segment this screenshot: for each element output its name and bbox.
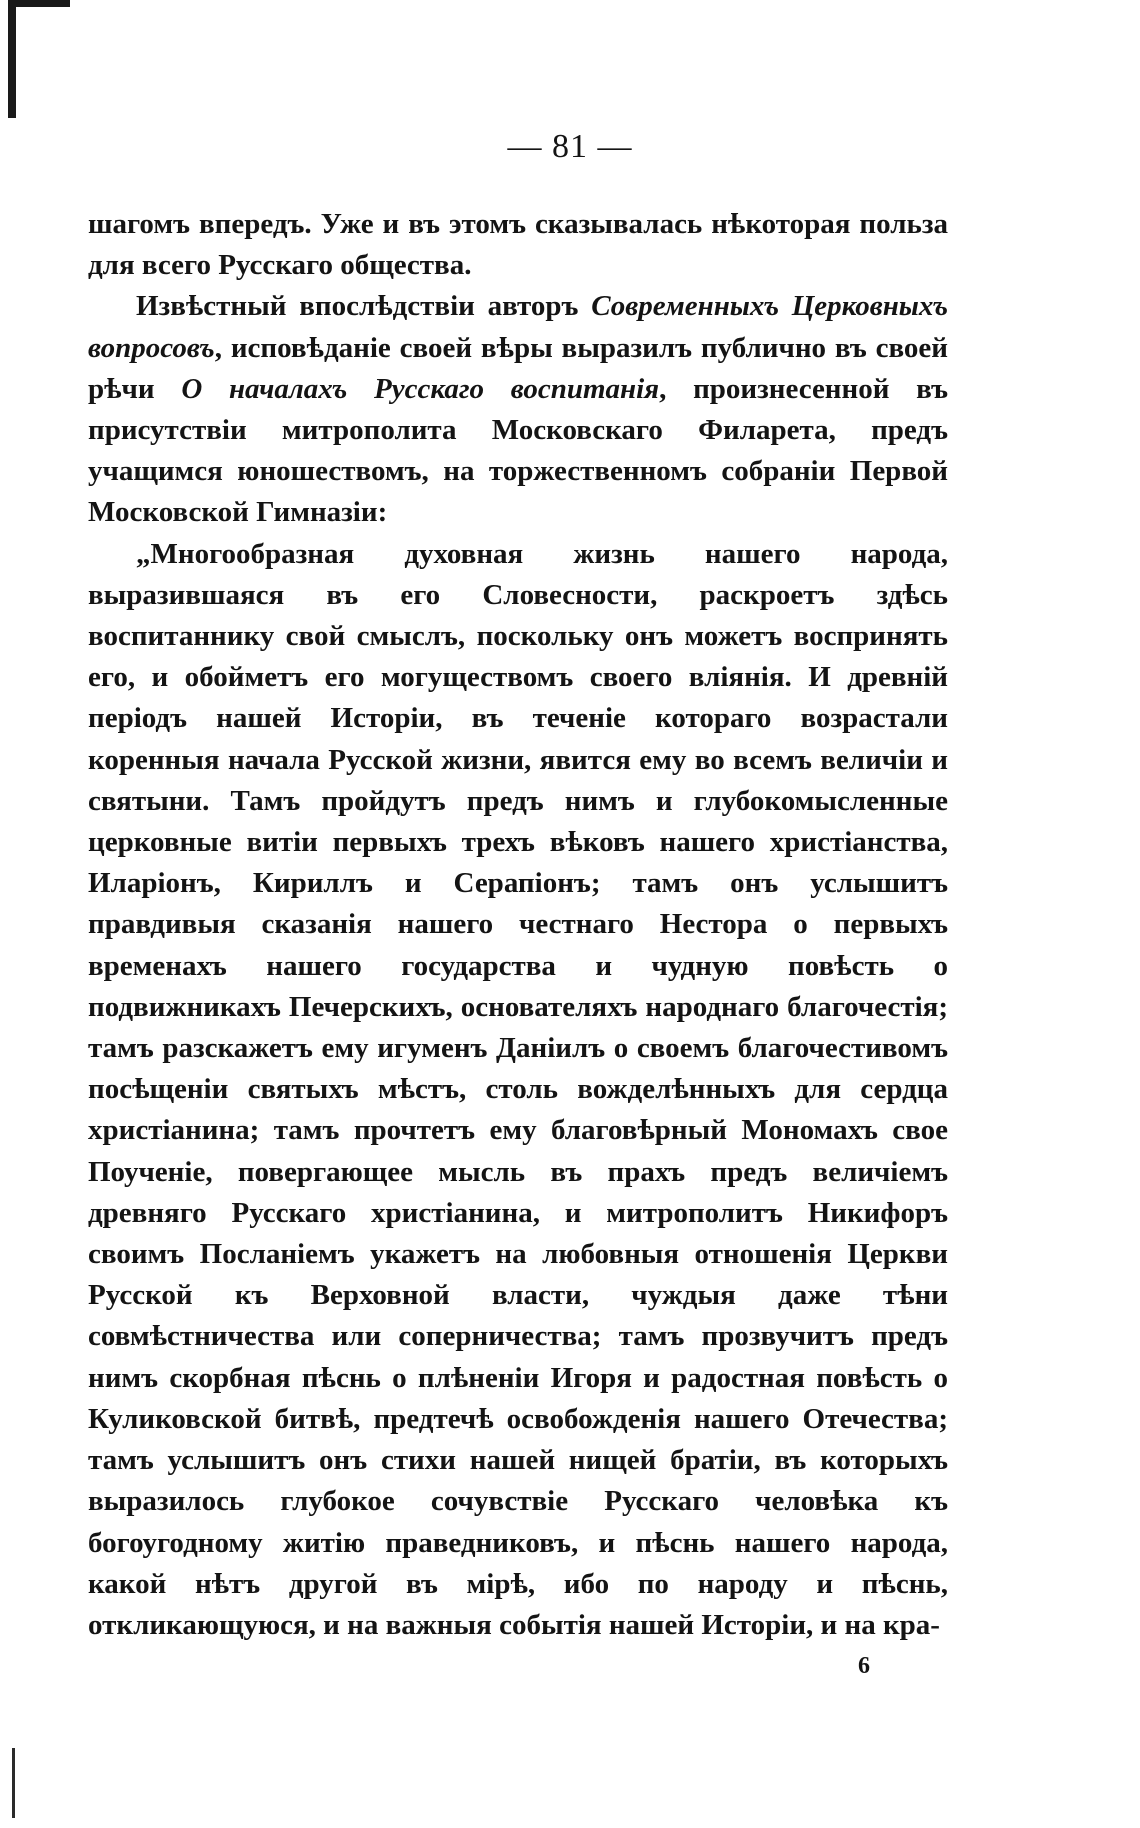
signature-mark: 6 xyxy=(858,1653,870,1679)
speech-title: О началахъ Русскаго воспитанія xyxy=(181,372,660,405)
scan-edge-mark-bottom xyxy=(12,1748,15,1818)
paragraph-text: , произнесенной въ присутствіи митрополита Московскаго Филарета, предъ учащимся юношествомъ, на торжественномъ собраніи Первой Московской Гимназіи: xyxy=(88,372,948,529)
scan-edge-mark-horizontal xyxy=(8,0,70,7)
paragraph-text: Извѣстный впослѣдствіи авторъ xyxy=(136,290,592,323)
paragraph-text: , исповѣданіе своей вѣры выразилъ публично въ своей рѣчи xyxy=(88,331,948,405)
page-body xyxy=(88,204,948,1646)
paragraph-continuation: шагомъ впередъ. Уже и въ этомъ сказывалась нѣкоторая польза для всего Русскаго общества. xyxy=(88,208,948,282)
paragraph-author-speech xyxy=(88,286,948,533)
paragraph-quotation: „Многообразная духовная жизнь нашего народа, выразившаяся въ его Словесности, раскроетъ здѣсь воспитаннику свой смыслъ, поскольку онъ можетъ воспринять его, и обойметъ его могуществомъ своего вліянія. И древній періодъ нашей Исторіи, въ теченіе котораго возрастали коренныя начала Русской жизни, явится ему во всемъ величіи и святыни. Тамъ пройдутъ предъ нимъ и глубокомысленные церковные витіи первыхъ трехъ вѣковъ нашего христіанства, Иларіонъ, Кириллъ и Серапіонъ; тамъ онъ услышитъ правдивыя сказанія нашего честнаго Нестора о первыхъ временахъ нашего государства и чудную повѣсть о подвижникахъ Печерскихъ, основателяхъ народнаго благочестія; тамъ разскажетъ ему игуменъ Даніилъ о своемъ благочестивомъ посѣщеніи святыхъ мѣстъ, столь вожделѣнныхъ для сердца христіанина; тамъ прочтетъ ему благовѣрный Мономахъ свое Поученіе, повергающее мысль въ прахъ предъ величіемъ древняго Русскаго христіанина, и митрополитъ Никифоръ своимъ Посланіемъ укажетъ на любовныя отношенія Церкви Русской къ Верховной власти, чуждыя даже тѣни совмѣстничества или соперничества; тамъ прозвучитъ предъ нимъ скорбная пѣснь о плѣненіи Игоря и радостная повѣсть о Куликовской битвѣ, предтечѣ освобожденія нашего Отечества; тамъ услышитъ онъ стихи нашей нищей братіи, въ которыхъ выразилось глубокое сочувствіе Русскаго человѣка къ богоугодному житію праведниковъ, и пѣснь нашего народа, какой нѣтъ другой въ мірѣ, ибо по народу и пѣснь, откликающуюся, и на важныя событія нашей Исторіи, и на кра- xyxy=(88,537,948,1641)
scan-edge-mark-vertical xyxy=(8,0,16,118)
work-title: Современныхъ Церковныхъ вопросовъ xyxy=(88,290,948,364)
page-number: — 81 — xyxy=(507,128,633,165)
